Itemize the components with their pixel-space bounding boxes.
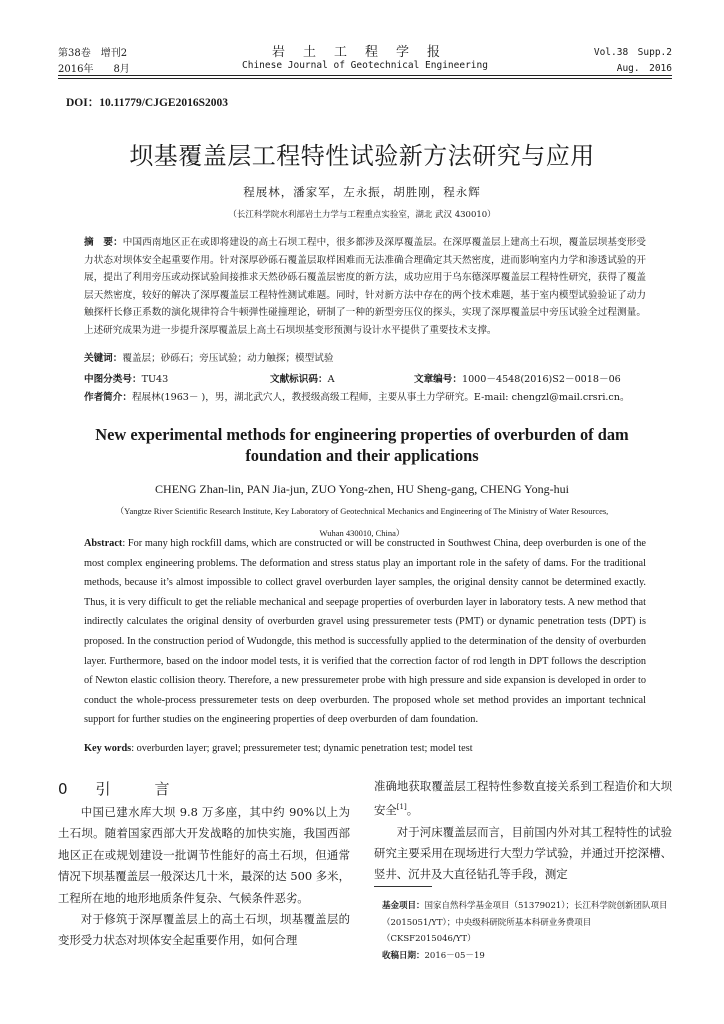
volume-en: Vol.38 Supp.2	[593, 47, 672, 58]
footnote	[382, 898, 668, 964]
doi: DOI：10.11779/CJGE2016S2003	[66, 97, 228, 109]
document-code: 文献标识码：A	[270, 374, 335, 385]
journal-name-cn: 岩土工程学报	[271, 45, 458, 60]
title-cn: 坝基覆盖层工程特性试验新方法研究与应用	[129, 142, 595, 170]
clc-number: 中图分类号：TU43	[84, 374, 169, 385]
date-en: Aug. 2016	[616, 63, 672, 74]
body-paragraph: 准确地获取覆盖层工程特性参数直接关系到工程造价和大坝安全[1]。	[374, 779, 672, 818]
journal-name-en: Chinese Journal of Geotechnical Engineering	[242, 60, 488, 71]
keywords-cn-text: 覆盖层；砂砾石；旁压试验；动力触探；模型试验	[122, 353, 334, 364]
abstract-cn-label: 摘 要：	[84, 237, 123, 248]
author-intro-text: 程展林(1963－ )，男，湖北武穴人，教授级高级工程师，主要从事土力学研究。E-mail: chengzl@mail.crsri.cn。	[131, 392, 630, 403]
section-heading	[58, 778, 214, 799]
keywords-cn-label: 关键词：	[84, 353, 123, 364]
footnote-rule	[374, 886, 432, 887]
body-column-right	[374, 776, 672, 886]
header-rule	[58, 75, 672, 76]
year-cn: 2016年 8月	[58, 64, 130, 75]
author-intro-label: 作者简介：	[84, 392, 132, 403]
reference-marker[interactable]: [1]	[396, 803, 407, 812]
section-number: 0	[58, 780, 68, 798]
affiliation-cn: （长江科学院水利部岩土力学与工程重点实验室，湖北 武汉 430010）	[228, 210, 496, 220]
keywords-en-text: : overburden layer; gravel; pressuremeter test; dynamic penetration test; model test	[131, 743, 473, 754]
author-intro	[84, 389, 664, 403]
title-en: New experimental methods for engineering properties of overburden of dam foundation and their applications	[95, 425, 629, 465]
keywords-en-label: Key words	[84, 743, 132, 754]
authors-en: CHENG Zhan-lin, PAN Jia-jun, ZUO Yong-zhen, HU Sheng-gang, CHENG Yong-hui	[155, 482, 569, 496]
running-header-bottom	[58, 60, 672, 74]
received-date: 收稿日期：2016－05－19	[382, 950, 485, 961]
body-column-left	[58, 802, 350, 952]
abstract-en-label: Abstract	[84, 538, 123, 549]
article-number: 文章编号：1000－4548(2016)S2－0018－06	[414, 374, 621, 385]
affiliation-en: （Yangtze River Scientific Research Institute, Key Laboratory of Geotechnical Mechanics and Engineering of The Ministry of Water Resources, Wuhan 430010, China）	[115, 506, 609, 538]
abstract-en-text: : For many high rockfill dams, which are constructed or will be constructed in Southwest China, deep overburden is one of the most complex engineering problems. The deformation and stress status play an important role in the safety of dams. For the traditional methods, because it’s almost impossible to collect gravel overburden layer samples, the original density cannot be determined exactly. Thus, it is very difficult to get the reliable mechanical and seepage properties of overburden layer in laboratory tests. A new method that indirectly calculates the original density of overburden gravel using pressuremeter tests (PMT) or dynamic penetration tests (DPT) is proposed. In the construction period of Wudongde, this method is successfully applied to the determination of the density of overburden layer. Furthermore, based on the indoor model tests, it is verified that the correction factor of rod length in DPT follows the description of Newton elastic collision theory. Therefore, a new pressuremeter probe with high pressure and side expansion is developed in order to conduct the whole-process pressuremeter tests on deep overburden. The proposed whole set method provides an important technical support for further studies on the engineering properties of deep overburden of dam foundation.	[84, 538, 646, 726]
body-paragraph: 对于修筑于深厚覆盖层上的高土石坝，坝基覆盖层的变形受力状态对坝体安全起重要作用，如何合理	[58, 912, 350, 948]
classification-row	[84, 371, 646, 385]
keywords-en	[84, 743, 646, 754]
abstract-cn-text: 中国西南地区正在或即将建设的高土石坝工程中，很多都涉及深厚覆盖层。在深厚覆盖层上建高土石坝，覆盖层坝基变形受力状态对坝体安全起重要作用。针对深厚砂砾石覆盖层取样困难而无法准确合理确定其天然密度，进而影响室内力学和渗透试验的开展，提出了利用旁压或动探试验间接推求天然砂砾石覆盖层密度的新方法，成功应用于乌东德深厚覆盖层工程特性研究，获得了覆盖层天然密度，较好的解决了深厚覆盖层工程特性测试难题。同时，针对新方法中存在的两个技术难题，基于室内模型试验验证了动力触探杆长修正系数的演化规律符合牛顿弹性碰撞理论，研制了一种的新型旁压仪的探头，实现了深厚覆盖层中旁压试验全过程测量。上述研究成果为进一步提升深厚覆盖层上高土石坝坝基变形预测与设计水平提供了重要技术支撑。	[84, 237, 646, 336]
authors-cn: 程展林，潘家军，左永振，胡胜刚，程永辉	[243, 185, 481, 199]
keywords-cn	[84, 350, 646, 364]
volume-cn: 第38卷 增刊2	[58, 48, 128, 59]
header-rule-thin	[58, 78, 672, 79]
body-paragraph: 中国已建水库大坝 9.8 万多座，其中约 90%以上为土石坝。随着国家西部大开发战略的加快实施，我国西部地区正在或规划建设一批调节性能好的高土石坝，但通常情况下坝基覆盖层一般深达几十米，最深的达 500 多米，工程所在地的地形地质条件复杂、气候条件恶劣。	[58, 805, 350, 905]
body-paragraph: 对于河床覆盖层而言，目前国内外对其工程特性的试验研究主要采用在现场进行大型力学试验，并通过开挖深槽、竖井、沉井及大直径钻孔等手段，测定	[374, 824, 672, 882]
section-title: 引言	[95, 780, 214, 798]
funding-note: 基金项目：国家自然科学基金项目（51379021）；长江科学院创新团队项目（2015051/YT）；中央级科研院所基本科研业务费项目（CKSF2015046/YT）	[382, 901, 668, 944]
abstract-cn	[84, 234, 646, 339]
running-header-top	[58, 44, 672, 58]
abstract-en	[84, 534, 646, 730]
